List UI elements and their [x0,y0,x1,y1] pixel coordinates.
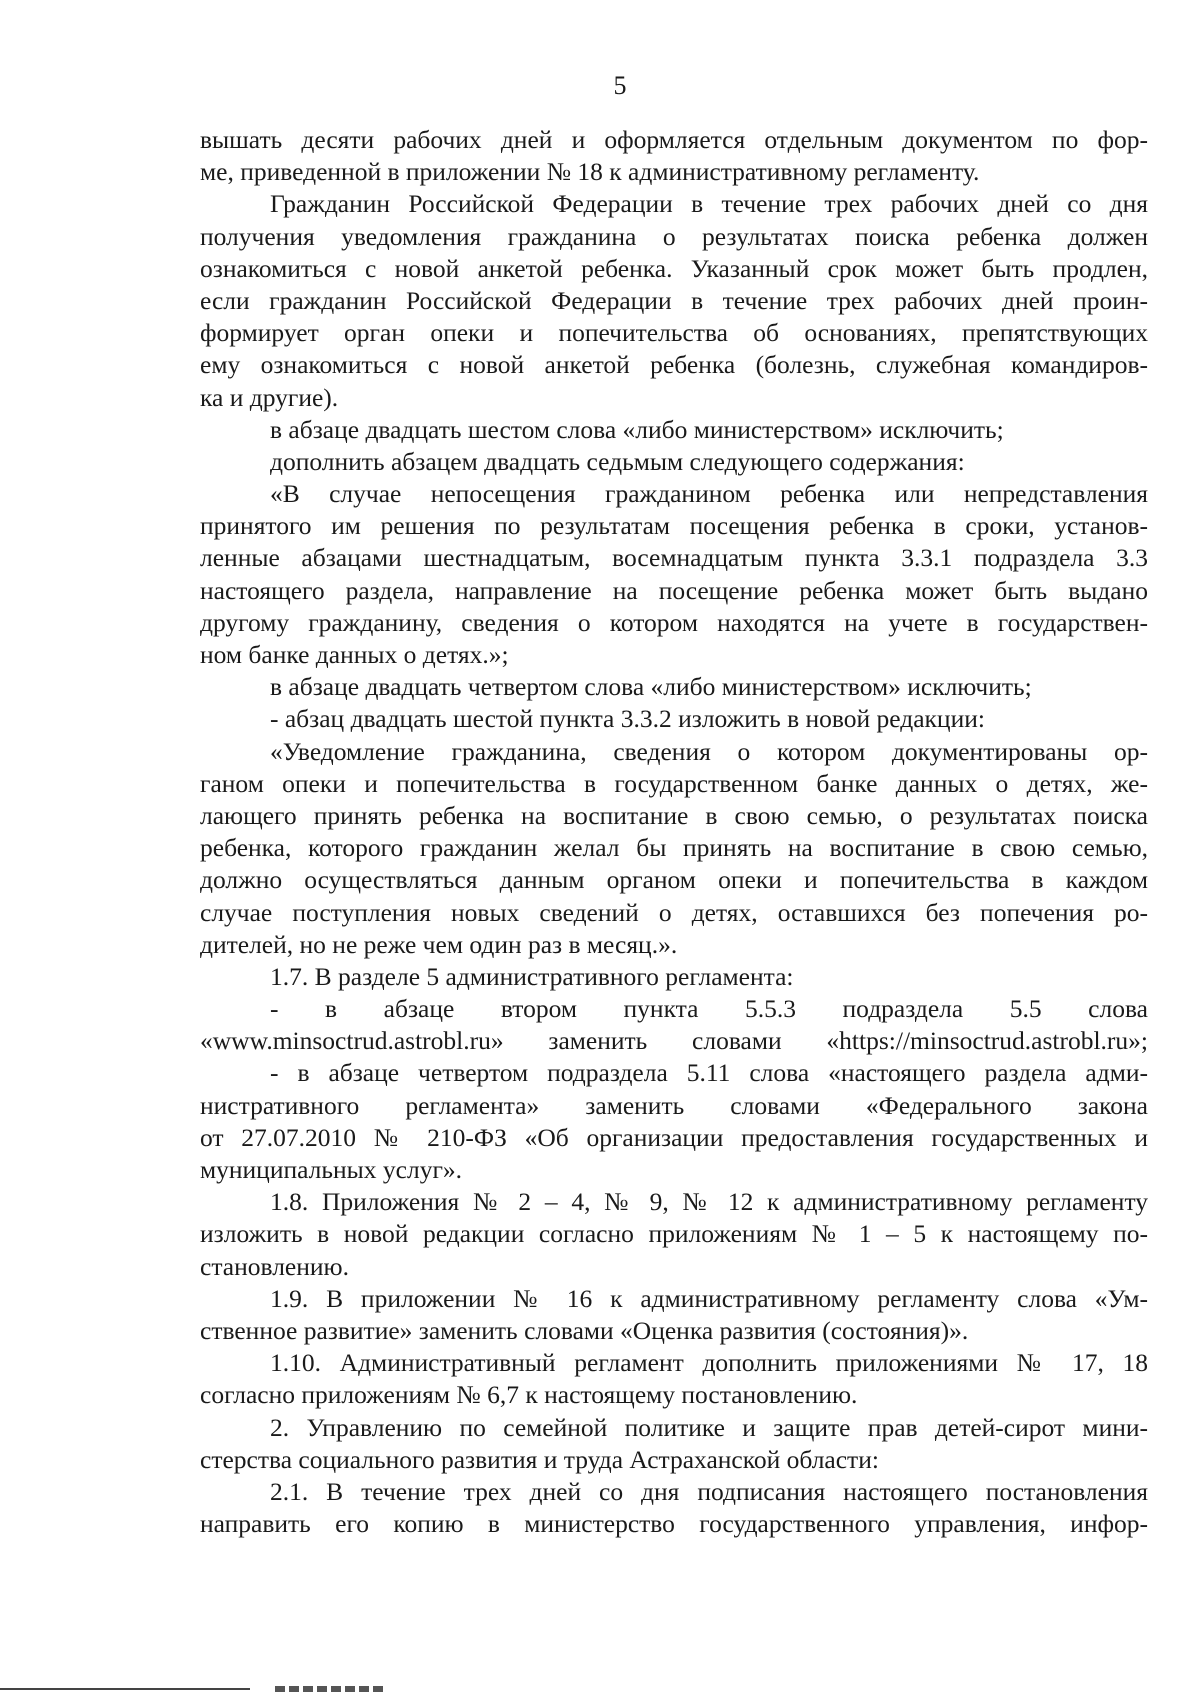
text-line: согласно приложениям № 6,7 к настоящему постановлению. [200,1380,858,1410]
text-line: принятого им решения по результатам посещения ребенка в сроки, установ- [200,511,1148,541]
text-line: настоящего раздела, направление на посещение ребенка может быть выдано [200,575,1148,605]
text-line: стерства социального развития и труда Астраханской области: [200,1444,879,1474]
text-line: ме, приведенной в приложении № 18 к административному регламенту. [200,157,980,187]
text-line: должно осуществляться данным органом опеки и попечительства в каждом [200,865,1148,895]
text-line: если гражданин Российской Федерации в течение трех рабочих дней проин- [200,285,1148,315]
text-line: от 27.07.2010 № 210-ФЗ «Об организации предоставления государственных и [200,1122,1148,1152]
text-line: дителей, но не реже чем один раз в месяц.». [200,929,678,959]
text-line: муниципальных услуг». [200,1155,463,1184]
text-line: ганом опеки и попечительства в государственном банке данных о детях, же- [200,768,1148,798]
page-number: 5 [613,71,627,100]
text-line: ознакомиться с новой анкетой ребенка. Указанный срок может быть продлен, [200,253,1148,283]
text-line: ственное развитие» заменить словами «Оценка развития (состояния)». [200,1315,969,1345]
text-line: ему ознакомиться с новой анкетой ребенка (болезнь, служебная командиров- [200,350,1148,380]
text-line: другому гражданину, сведения о котором находятся на учете в государствен- [200,607,1148,637]
text-line: в абзаце двадцать шестом слова «либо министерством» исключить; [270,414,1004,444]
text-line: 2.1. В течение трех дней со дня подписания настоящего постановления [270,1476,1148,1506]
text-line: случае поступления новых сведений о детях, оставшихся без попечения ро- [200,897,1148,927]
text-line: ном банке данных о детях.»; [200,640,509,669]
text-line: ребенка, которого гражданин желал бы принять на воспитание в свою семью, [200,833,1148,863]
text-line: становлению. [200,1251,349,1281]
text-line: 2. Управлению по семейной политике и защите прав детей-сирот мини- [270,1412,1148,1442]
text-line: 1.9. В приложении № 16 к административному регламенту слова «Ум- [270,1283,1148,1313]
text-line: формирует орган опеки и попечительства об основаниях, препятствующих [200,318,1148,348]
text-line: направить его копию в министерство государственного управления, инфор- [200,1509,1148,1539]
text-line: 1.8. Приложения № 2 – 4, № 9, № 12 к административному регламенту [270,1187,1148,1217]
text-line: - абзац двадцать шестой пункта 3.3.2 изложить в новой редакции: [270,704,985,734]
text-line: дополнить абзацем двадцать седьмым следующего содержания: [270,446,965,476]
text-line: 1.7. В разделе 5 административного регламента: [270,961,794,991]
text-line: вышать десяти рабочих дней и оформляется отдельным документом по фор- [200,125,1148,154]
footer-cropped-mark [275,1686,385,1692]
text-line: 1.10. Административный регламент дополнить приложениями № 17, 18 [270,1348,1148,1378]
text-line: - в абзаце втором пункта 5.5.3 подраздела 5.5 слова [270,994,1148,1024]
text-line: в абзаце двадцать четвертом слова «либо министерством» исключить; [270,672,1032,702]
text-line: «www.minsoctrud.astrobl.ru» заменить словами «https://minsoctrud.astrobl.ru»; [200,1026,1148,1056]
text-line: Гражданин Российской Федерации в течение трех рабочих дней со дня [270,189,1148,219]
text-line: нистративного регламента» заменить словами «Федерального закона [200,1090,1148,1120]
text-line: изложить в новой редакции согласно приложениям № 1 – 5 к настоящему по- [200,1219,1148,1249]
text-line: «Уведомление гражданина, сведения о котором документированы ор- [270,736,1148,766]
text-line: ка и другие). [200,382,339,412]
text-line: лающего принять ребенка на воспитание в свою семью, о результатах поиска [200,800,1148,830]
text-line: получения уведомления гражданина о результатах поиска ребенка должен [200,221,1148,251]
text-line: - в абзаце четвертом подраздела 5.11 слова «настоящего раздела адми- [270,1058,1148,1088]
text-line: «В случае непосещения гражданином ребенка или непредставления [270,479,1148,509]
footer-rule [0,1688,250,1690]
text-line: ленные абзацами шестнадцатым, восемнадцатым пункта 3.3.1 подраздела 3.3 [200,543,1148,573]
body-text [200,124,1148,1540]
